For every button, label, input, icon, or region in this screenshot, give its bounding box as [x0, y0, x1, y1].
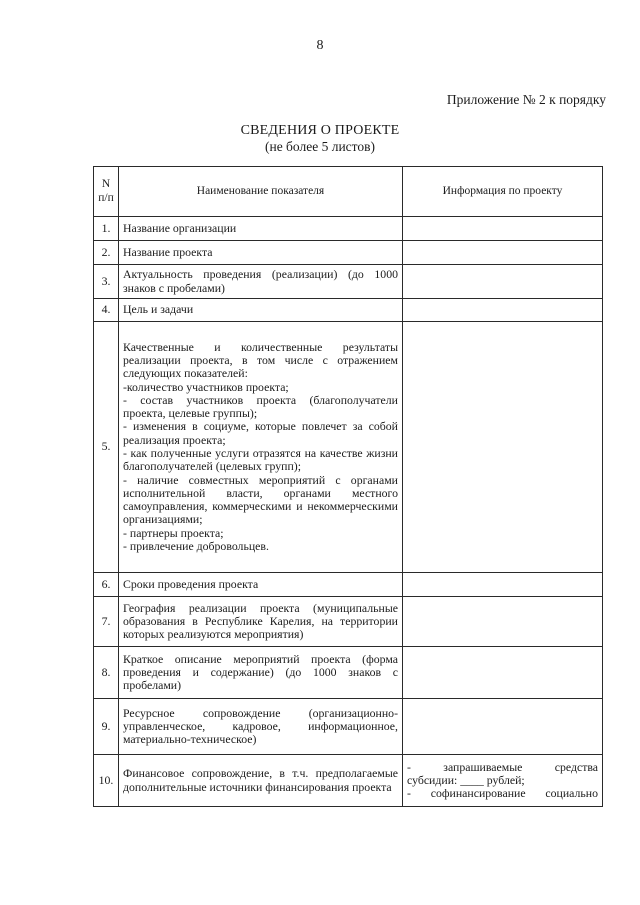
results-intro: Качественные и количественные результаты реализации проекта, в том числе с отражением следующих показателей: [123, 339, 398, 381]
row-number: 7. [94, 597, 119, 647]
row-info[interactable] [403, 322, 603, 573]
financing-line: - запрашиваемые средства [407, 759, 598, 774]
row-indicator-results [119, 322, 403, 573]
row-number: 3. [94, 265, 119, 299]
row-info[interactable] [403, 699, 603, 755]
row-number: 4. [94, 299, 119, 322]
row-info[interactable] [403, 647, 603, 699]
table-header-row [94, 167, 603, 217]
results-item: - изменения в социуме, которые повлечет за собой реализация проекта; [123, 419, 398, 447]
project-info-table [93, 166, 603, 807]
page-number: 8 [316, 38, 324, 53]
row-info[interactable] [403, 573, 603, 597]
row-number: 6. [94, 573, 119, 597]
header-name: Наименование показателя [119, 167, 403, 217]
row-indicator: Название организации [119, 217, 403, 241]
row-number: 8. [94, 647, 119, 699]
table-row [94, 573, 603, 597]
table-row [94, 597, 603, 647]
row-indicator: Цель и задачи [119, 299, 403, 322]
document-subtitle: (не более 5 листов) [264, 139, 376, 154]
appendix-label: Приложение № 2 к порядку [446, 92, 606, 107]
header-info: Информация по проекту [403, 167, 603, 217]
results-item: - привлечение добровольцев. [123, 539, 269, 554]
row-info[interactable] [403, 597, 603, 647]
results-item: - как полученные услуги отразятся на качестве жизни благополучателей (целевых групп); [123, 446, 398, 474]
financing-line: субсидии: ____ рублей; [407, 772, 525, 787]
results-item: - состав участников проекта (благополучатели проекта, целевые группы); [123, 392, 398, 421]
table-row [94, 647, 603, 699]
financing-line: - софинансирование социально [407, 786, 598, 801]
row-indicator: Название проекта [119, 241, 403, 265]
row-indicator: Краткое описание мероприятий проекта (форма проведения и содержание) (до 1000 знаков с пробелами) [119, 647, 403, 699]
row-info[interactable] [403, 217, 603, 241]
table-row [94, 755, 603, 807]
row-info-financing[interactable] [403, 755, 603, 807]
row-info[interactable] [403, 265, 603, 299]
results-item: - партнеры проекта; [123, 525, 224, 540]
table-row [94, 217, 603, 241]
row-indicator: Финансовое сопровождение, в т.ч. предполагаемые дополнительные источники финансирования проекта [119, 755, 403, 807]
row-info[interactable] [403, 299, 603, 322]
row-number: 10. [94, 755, 119, 807]
table-row [94, 322, 603, 573]
header-num: N п/п [94, 167, 119, 217]
row-indicator: Сроки проведения проекта [119, 573, 403, 597]
row-number: 2. [94, 241, 119, 265]
row-indicator: Актуальность проведения (реализации) (до 1000 знаков с пробелами) [119, 265, 403, 299]
results-item: -количество участников проекта; [123, 379, 289, 394]
table-row [94, 699, 603, 755]
row-info[interactable] [403, 241, 603, 265]
row-number: 5. [94, 322, 119, 573]
row-number: 9. [94, 699, 119, 755]
row-number: 1. [94, 217, 119, 241]
results-item: - наличие совместных мероприятий с органами исполнительной власти, органами местного самоуправления, коммерческими и некоммерческими организациями; [123, 472, 398, 527]
row-indicator: Ресурсное сопровождение (организационно-управленческое, кадровое, информационное, материально-техническое) [119, 699, 403, 755]
table-row [94, 241, 603, 265]
document-title: СВЕДЕНИЯ О ПРОЕКТЕ [240, 123, 400, 138]
table-row [94, 265, 603, 299]
table-row [94, 299, 603, 322]
row-indicator: География реализации проекта (муниципальные образования в Республике Карелия, на территории которых реализуются мероприятия) [119, 597, 403, 647]
